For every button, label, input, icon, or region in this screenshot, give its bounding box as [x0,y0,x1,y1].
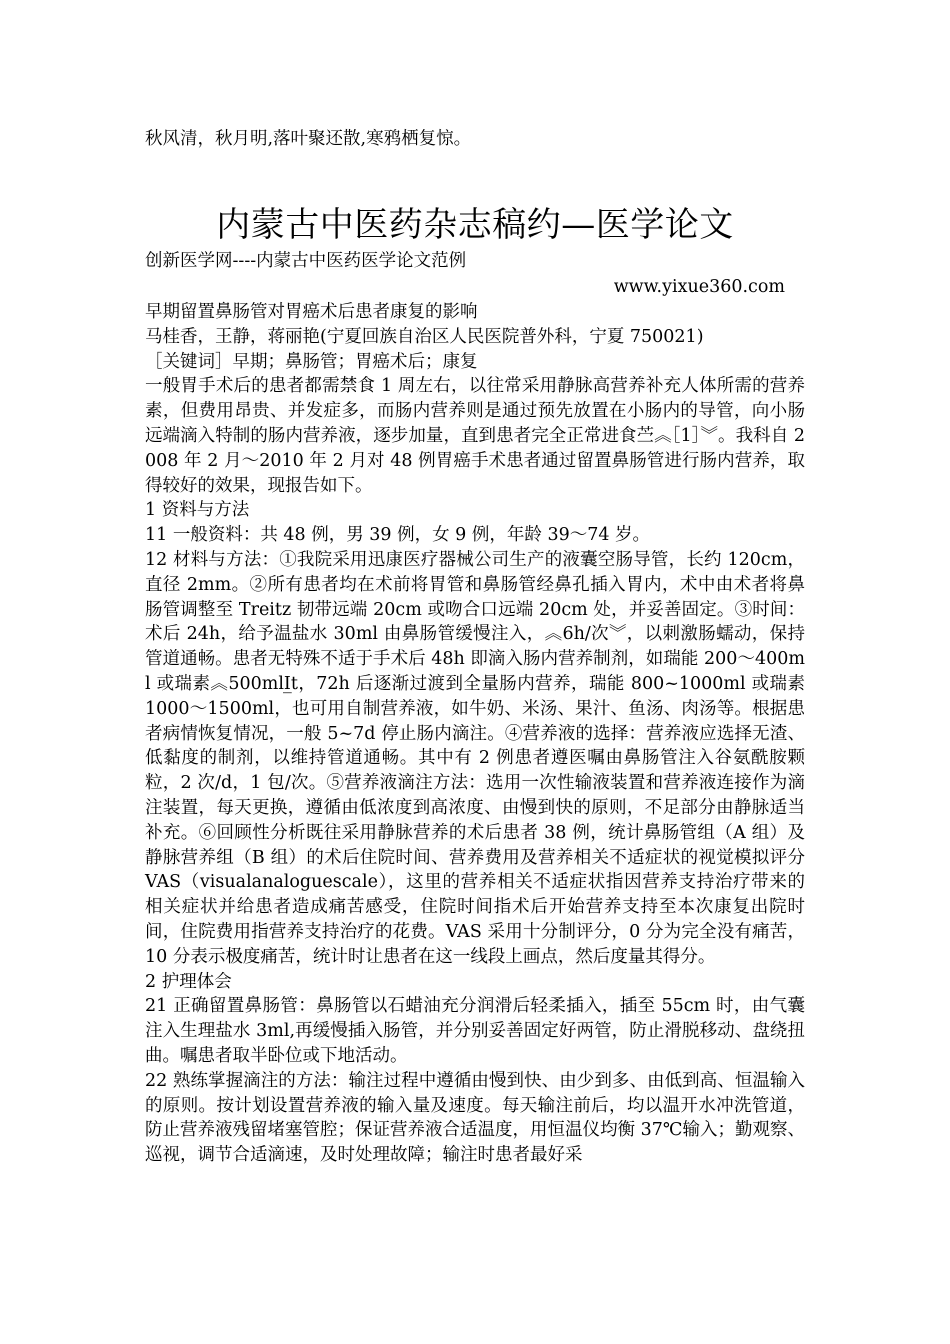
section-2-2-paragraph: 22 熟练掌握滴注的方法：输注过程中遵循由慢到快、由少到多、由低到高、恒温输入的原则。按计划设置营养液的输入量及速度。每天输注前后，均以温开水冲洗管道，防止营养液残留堵塞管腔；保证营养液合适温度，用恒温仪均衡 37℃输入；勤观察、巡视，调节合适滴速，及时处理故障；输注时患者最好采 [145,1070,805,1166]
article-body [145,300,805,1168]
article-authors: 马桂香，王静，蒋丽艳(宁夏回族自治区人民医院普外科，宁夏 750021) [145,326,704,347]
poem-line: 秋风清，秋月明,落叶聚还散,寒鸦栖复惊。 [145,129,472,149]
section-2-heading: 2 护理体会 [145,971,232,992]
article-title: 早期留置鼻肠管对胃癌术后患者康复的影响 [145,302,478,322]
subtitle-line: 创新医学网----内蒙古中医药医学论文范例 [145,251,467,271]
section-1-2-paragraph: 12 材料与方法：①我院采用迅康医疗器械公司生产的液囊空肠导管，长约 120cm，直径 2mm。②所有患者均在术前将胃管和鼻肠管经鼻孔插入胃内，术中由术者将鼻肠管调整至 Treitz 韧带远端 20cm 或吻合口远端 20cm 处，并妥善固定。③时间：术后 24h，给予温盐水 30ml 由鼻肠管缓慢注入，︽6h/次︾，以刺激肠蠕动，保持管道通畅。患者无特殊不适于手术后 48h 即滴入肠内营养制剂，如瑞能 200～400ml 或瑞素︽500mlI̲t，72h 后逐渐过渡到全量肠内营养，瑞能 800~1000ml 或瑞素 1000～1500ml，也可用自制营养液，如牛奶、米汤、果汁、鱼汤、肉汤等。根据患者病情恢复情况，一般 5~7d 停止肠内滴注。④营养液的选择：营养液应选择无渣、低黏度的制剂，以维持管道通畅。其中有 2 例患者遵医嘱由鼻肠管注入谷氨酰胺颗粒，2 次/d，1 包/次。⑤营养液滴注方法：选用一次性输液装置和营养液连接作为滴注装置，每天更换，遵循由低浓度到高浓度、由慢到快的原则，不足部分由静脉适当补充。⑥回顾性分析既往采用静脉营养的术后患者 38 例，统计鼻肠管组（A 组）及静脉营养组（B 组）的术后住院时间、营养费用及营养相关不适症状的视觉模拟评分 VAS（visualanaloguescale），这里的营养相关不适症状指因营养支持治疗带来的相关症状并给患者造成痛苦感受，住院时间指术后开始营养支持至本次康复出院时间，住院费用指营养支持治疗的花费。VAS 采用十分制评分，0 分为完全没有痛苦，10 分表示极度痛苦，统计时让患者在这一线段上画点，然后度量其得分。 [145,549,805,967]
section-1-heading: 1 资料与方法 [145,500,250,521]
article-keywords: ［关键词］早期；鼻肠管；胃癌术后；康复 [145,351,478,372]
section-1-1-paragraph: 11 一般资料：共 48 例，男 39 例，女 9 例，年龄 39～74 岁。 [145,525,651,546]
website-link[interactable]: www.yixue360.com [613,277,785,297]
section-2-1-paragraph: 21 正确留置鼻肠管：鼻肠管以石蜡油充分润滑后轻柔插入，插至 55cm 时，由气囊注入生理盐水 3ml,再缓慢插入肠管，并分别妥善固定好两管，防止滑脱移动、盘绕扭曲。嘱患者取半卧位或下地活动。 [145,996,805,1066]
page-title: 内蒙古中医药杂志稿约—医学论文 [216,205,734,245]
article-intro: 一般胃手术后的患者都需禁食 1 周左右，以往常采用静脉高营养补充人体所需的营养素，但费用昂贵、并发症多，而肠内营养则是通过预先放置在小肠内的导管，向小肠远端滴入特制的肠内营养液，逐步加量，直到患者完全正常进食苎︽［1］︾。我科自 2008 年 2 月～2010 年 2 月对 48 例胃癌手术患者通过留置鼻肠管进行肠内营养，取得较好的效果，现报告如下。 [145,376,805,496]
